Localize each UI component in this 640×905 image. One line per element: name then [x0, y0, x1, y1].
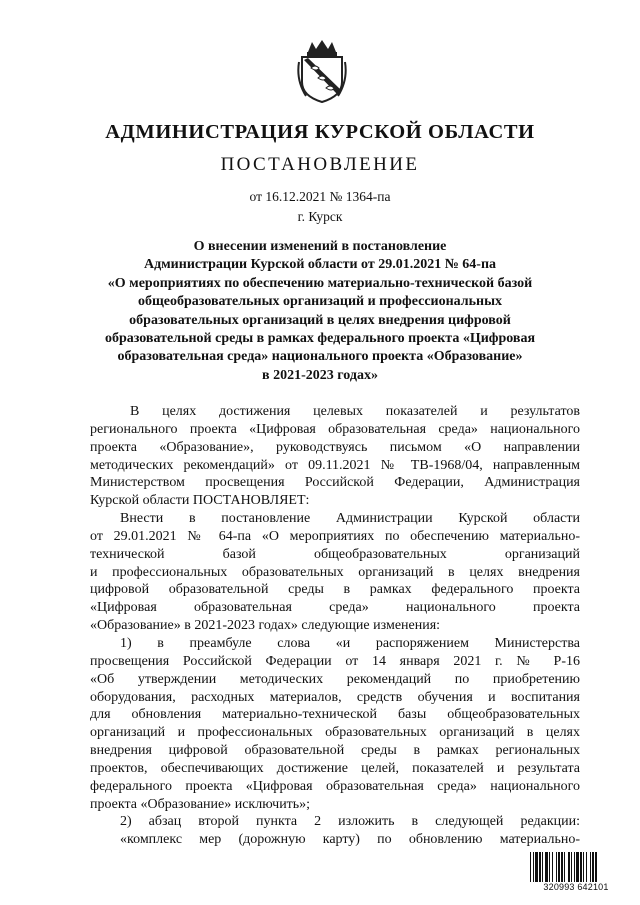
- body-line: проекта «Образование», руководствуясь письмом «О направлении: [90, 439, 580, 455]
- body-line: от 29.01.2021 № 64-па «О мероприятиях по обеспечению материально-: [90, 528, 580, 544]
- body-line: проекта «Образование» исключить»;: [90, 796, 311, 812]
- document-body: [90, 403, 580, 849]
- body-line: проектов, обеспечивающих достижение целей, показателей и результата: [90, 760, 580, 776]
- body-line: технической базой общеобразовательных организаций: [90, 546, 580, 562]
- body-line: и профессиональных образовательных организаций в целях внедрения: [90, 564, 580, 580]
- body-line: внедрения цифровой образовательной среды в рамках региональных: [90, 743, 580, 759]
- body-line: «Об утверждении методических рекомендаций по приобретению: [90, 671, 580, 687]
- document-type: ПОСТАНОВЛЕНИЕ: [220, 154, 420, 175]
- body-line: методических рекомендаций» от 09.11.2021 № ТВ-1968/04, направленным: [90, 457, 580, 473]
- body-line: Курской области ПОСТАНОВЛЯЕТ:: [90, 493, 310, 509]
- body-line: В целях достижения целевых показателей и результатов: [130, 404, 580, 419]
- body-line: Министерством просвещения Российской Федерации, Администрация: [90, 475, 580, 491]
- heading-line: в 2021-2023 годах»: [262, 367, 378, 383]
- body-line: «комплекс мер (дорожную карту) по обновлению материально-: [120, 832, 580, 848]
- body-line: 1) в преамбуле слова «и распоряжением Министерства: [120, 635, 580, 651]
- body-line: просвещения Российской Федерации от 14 января 2021 г. № Р-16: [90, 653, 580, 669]
- body-line: «Цифровая образовательная среда» национального проекта: [90, 600, 580, 616]
- document-city: г. Курск: [297, 209, 343, 224]
- heading-line: образовательных организаций в целях внедрения цифровой: [129, 312, 511, 328]
- heading-line: «О мероприятиях по обеспечению материально-технической базой: [107, 275, 533, 291]
- body-line: цифровой образовательной среды в рамках федерального проекта: [90, 582, 580, 598]
- heading-line: образовательной среды в рамках федерального проекта «Цифровая: [104, 331, 536, 347]
- barcode-bars-icon: [530, 852, 622, 882]
- heading-line: общеобразовательных организаций и профессиональных: [137, 294, 503, 310]
- body-line: для обновления материально-технической базы общеобразовательных: [90, 707, 580, 723]
- body-line: федерального проекта «Цифровая образовательная среда» национального: [90, 778, 580, 794]
- body-line: организаций и профессиональных образовательных организаций в целях: [90, 725, 580, 741]
- body-line: регионального проекта «Цифровая образовательная среда» национального: [90, 421, 580, 437]
- heading-line: Администрации Курской области от 29.01.2021 № 64-па: [143, 257, 497, 273]
- document-heading: [80, 238, 560, 385]
- barcode: [530, 852, 622, 896]
- document-date-number: от 16.12.2021 № 1364-па: [249, 189, 391, 204]
- barcode-number: 320993 642101: [543, 882, 609, 892]
- kursk-coat-of-arms-icon: [296, 38, 348, 104]
- body-line: Внести в постановление Администрации Курской области: [120, 511, 580, 527]
- body-line: оборудования, расходных материалов, средств обучения и воспитания: [90, 689, 580, 705]
- body-line: «Образование» в 2021-2023 годах» следующие изменения:: [90, 618, 441, 634]
- heading-line: О внесении изменений в постановление: [193, 239, 447, 254]
- heading-line: образовательная среда» национального проекта «Образование»: [117, 349, 523, 365]
- body-line: 2) абзац второй пункта 2 изложить в следующей редакции:: [120, 814, 580, 830]
- organization-title: АДМИНИСТРАЦИЯ КУРСКОЙ ОБЛАСТИ: [105, 121, 535, 143]
